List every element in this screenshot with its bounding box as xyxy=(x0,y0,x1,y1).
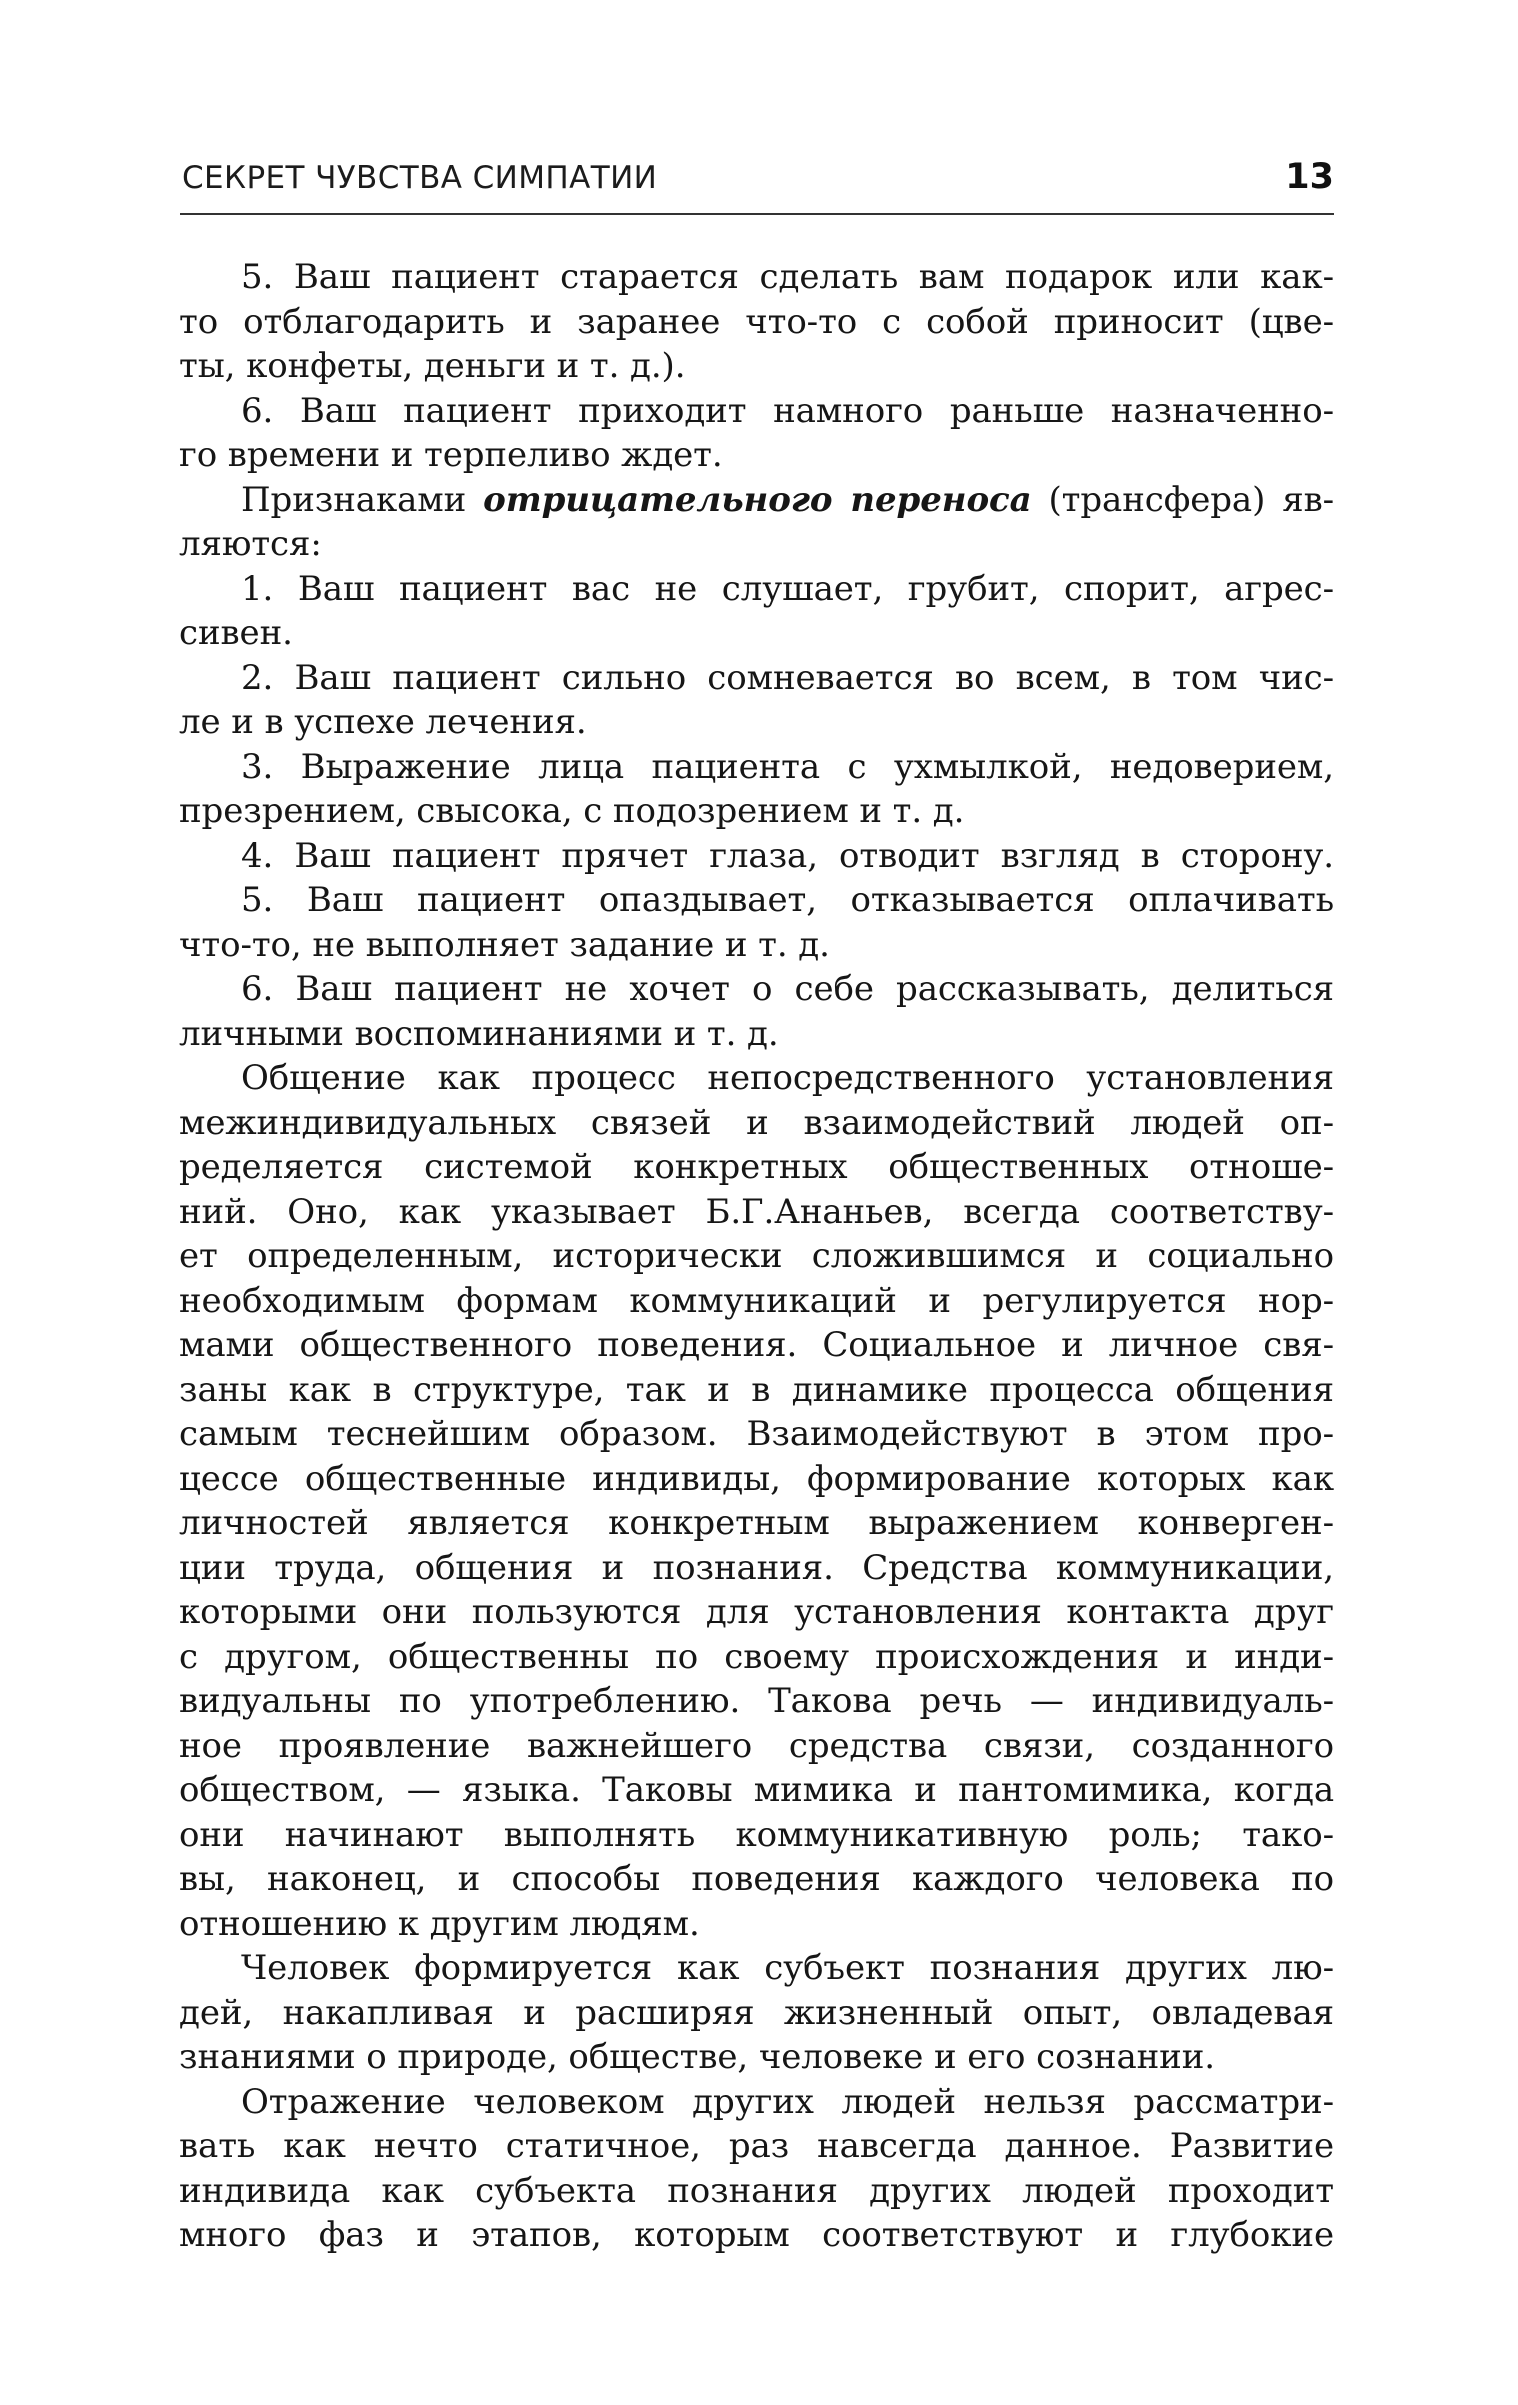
header-rule xyxy=(180,213,1334,215)
paragraph-subject-of-cognition xyxy=(179,1946,1334,2080)
text-line: Отражение человеком других людей нельзя рассматри- xyxy=(241,2081,1334,2122)
text-line: межиндивидуальных связей и взаимодействий людей оп- xyxy=(179,1102,1334,1143)
text-line xyxy=(179,478,1334,523)
paragraph-negative-transfer-intro xyxy=(179,478,1334,567)
list-item-negative-6 xyxy=(179,967,1334,1056)
page-body xyxy=(179,255,1334,2258)
text-line: ляются: xyxy=(179,524,322,564)
text-line: отношению к другим людям. xyxy=(179,1903,700,1944)
text-line: ле и в успехе лечения. xyxy=(179,702,587,742)
text-line: что-то, не выполняет задание и т. д. xyxy=(179,924,830,965)
text-line: самым теснейшим образом. Взаимодействуют в этом про- xyxy=(179,1414,1334,1454)
list-item-negative-4 xyxy=(179,834,1334,879)
text-line: 5. Ваш пациент опаздывает, отказывается оплачивать xyxy=(241,880,1334,920)
paragraph-positive-sign-5 xyxy=(179,255,1334,389)
text-line: заны как в структуре, так и в динамике процесса общения xyxy=(179,1369,1334,1410)
text-line: ределяется системой конкретных общественных отноше- xyxy=(179,1147,1334,1187)
list-item-negative-2 xyxy=(179,656,1334,745)
list-item-negative-5 xyxy=(179,878,1334,967)
text-line: видуальны по употреблению. Такова речь — индивидуаль- xyxy=(179,1681,1334,1721)
text-line: ты, конфеты, деньги и т. д.). xyxy=(179,346,686,386)
text-line: 1. Ваш пациент вас не слушает, грубит, спорит, агрес- xyxy=(241,568,1334,609)
emphasized-term: отрицательного переноса xyxy=(483,479,1032,520)
text-line: необходимым формам коммуникаций и регулируется нор- xyxy=(179,1280,1334,1321)
text-line: 3. Выражение лица пациента с ухмылкой, недоверием, xyxy=(241,746,1334,787)
text-line: 2. Ваш пациент сильно сомневается во всем, в том чис- xyxy=(241,657,1334,698)
running-header xyxy=(180,152,1334,212)
running-title: СЕКРЕТ ЧУВСТВА СИМПАТИИ xyxy=(182,160,658,196)
text-line: ное проявление важнейшего средства связи, созданного xyxy=(179,1725,1334,1766)
text-line: 5. Ваш пациент старается сделать вам подарок или как- xyxy=(241,257,1334,297)
list-item-negative-1 xyxy=(179,567,1334,656)
text-line: знаниями о природе, обществе, человеке и его сознании. xyxy=(179,2037,1215,2077)
paragraph-communication xyxy=(179,1056,1334,1946)
list-item-negative-3 xyxy=(179,745,1334,834)
text-line: индивида как субъекта познания других людей проходит xyxy=(179,2170,1334,2211)
text-line: они начинают выполнять коммуникативную роль; тако- xyxy=(179,1814,1334,1855)
text-line: вать как нечто статичное, раз навсегда данное. Развитие xyxy=(179,2126,1334,2166)
text-line: Общение как процесс непосредственного установления xyxy=(241,1058,1334,1098)
text-line: то отблагодарить и заранее что-то с собой приносит (цве- xyxy=(179,301,1334,342)
text-line: презрением, свысока, с подозрением и т. д. xyxy=(179,791,965,831)
text-line: 4. Ваш пациент прячет глаза, отводит взгляд в сторону. xyxy=(241,835,1334,876)
text-line: цессе общественные индивиды, формирование которых как xyxy=(179,1458,1334,1499)
text-line: Человек формируется как субъект познания других лю- xyxy=(241,1948,1334,1988)
text-line: с другом, общественны по своему происхождения и инди- xyxy=(179,1636,1334,1677)
text-line: личными воспоминаниями и т. д. xyxy=(179,1013,779,1054)
text-line: ет определенным, исторически сложившимся и социально xyxy=(179,1236,1334,1276)
text-line: личностей является конкретным выражением конверген- xyxy=(179,1503,1334,1543)
text-line: сивен. xyxy=(179,613,293,653)
text-line: которыми они пользуются для установления контакта друг xyxy=(179,1592,1334,1632)
text-line: мами общественного поведения. Социальное и личное свя- xyxy=(179,1325,1334,1365)
text-run: Признаками xyxy=(241,479,484,520)
page-number: 13 xyxy=(1285,157,1334,197)
text-run: (трансфера) яв- xyxy=(1031,479,1334,520)
text-line: го времени и терпеливо ждет. xyxy=(179,435,723,475)
text-line: ний. Оно, как указывает Б.Г.Ананьев, всегда соответству- xyxy=(179,1191,1334,1232)
text-line: много фаз и этапов, которым соответствуют и глубокие xyxy=(179,2215,1334,2255)
text-line: ции труда, общения и познания. Средства коммуникации, xyxy=(179,1547,1334,1588)
text-line: обществом, — языка. Таковы мимика и пантомимика, когда xyxy=(179,1770,1334,1810)
text-line: дей, накапливая и расширяя жизненный опыт, овладевая xyxy=(179,1992,1334,2033)
text-line: 6. Ваш пациент приходит намного раньше назначенно- xyxy=(241,390,1334,431)
paragraph-positive-sign-6 xyxy=(179,389,1334,478)
text-line: вы, наконец, и способы поведения каждого человека по xyxy=(179,1859,1334,1899)
paragraph-reflection xyxy=(179,2080,1334,2258)
text-line: 6. Ваш пациент не хочет о себе рассказывать, делиться xyxy=(241,969,1334,1009)
